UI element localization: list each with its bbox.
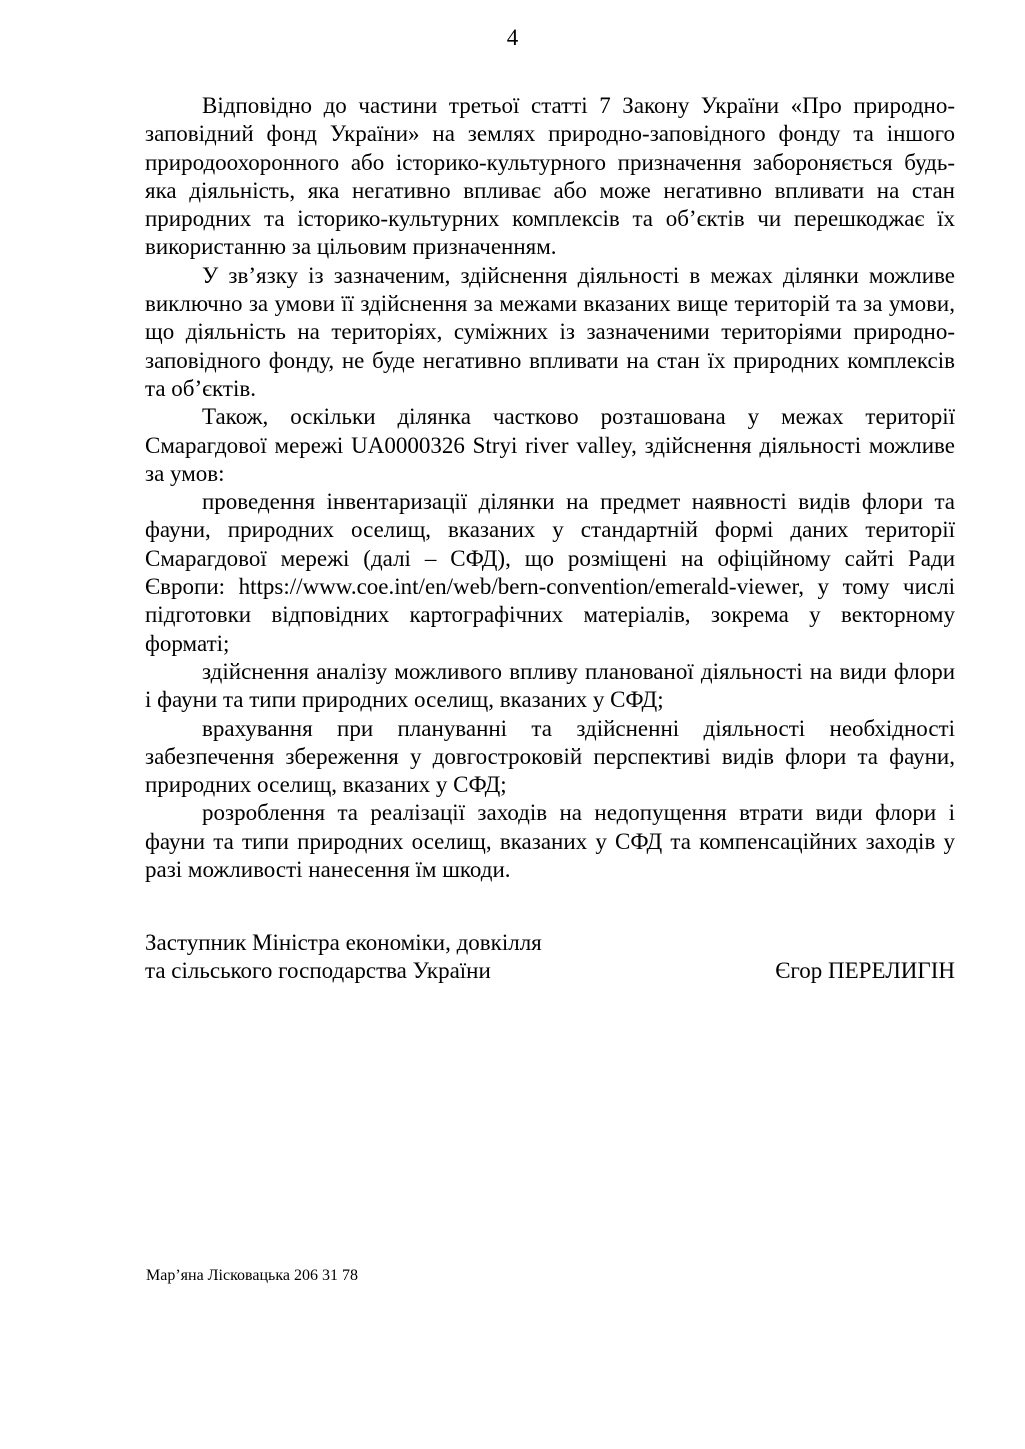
signatory-position-line-2: та сільського господарства України	[145, 958, 491, 984]
signatory-name: Єгор ПЕРЕЛИГІН	[775, 958, 955, 984]
page-number: 4	[506, 25, 519, 50]
paragraph-activity-conditions: У зв’язку із зазначеним, здійснення діяльності в межах ділянки можливе виключно за умови її здійснення за межами вказаних вище територій та за умови, що діяльність на територіях, суміжних із зазначеними територіями природно-заповідного фонду, не буде негативно впливати на стан їх природних комплексів та об’єктів.	[145, 262, 955, 401]
paragraph-emerald-network: Також, оскільки ділянка частково розташована у межах території Смарагдової мережі UA0000326 Stryi river valley, здійснення діяльності можливе за умов:	[145, 404, 955, 486]
executor-contact: Мар’яна Лісковацька 206 31 78	[146, 1267, 358, 1284]
document-body	[145, 92, 955, 884]
paragraph-condition-analysis: здійснення аналізу можливого впливу планованої діяльності на види флори і фауни та типи природних оселищ, вказаних у СФД;	[145, 658, 955, 713]
paragraph-condition-measures: розроблення та реалізації заходів на недопущення втрати види флори і фауни та типи природних оселищ, вказаних у СФД та компенсаційних заходів у разі можливості нанесення їм шкоди.	[145, 800, 955, 883]
signature-block	[145, 929, 955, 986]
signatory-position-line-1: Заступник Міністра економіки, довкілля	[145, 930, 542, 955]
paragraph-law-reference: Відповідно до частини третьої статті 7 Закону України «Про природно-заповідний фонд України» на землях природно-заповідного фонду та іншого природоохоронного або історико-культурного призначення забороняється будь-яка діяльність, яка негативно впливає або може негативно впливати на стан природних та історико-культурних комплексів та об’єктів чи перешкоджає їх використанню за цільовим призначенням.	[145, 93, 955, 260]
signatory-position	[145, 929, 542, 986]
paragraph-condition-planning: врахування при плануванні та здійсненні діяльності необхідності забезпечення збереження у довгостроковій перспективі видів флори та фауни, природних оселищ, вказаних у СФД;	[145, 715, 955, 798]
paragraph-condition-inventory: проведення інвентаризації ділянки на предмет наявності видів флори та фауни, природних оселищ, вказаних у стандартній формі даних території Смарагдової мережі (далі – СФД), що розміщені на офіційному сайті Ради Європи: https://www.coe.int/en/web/bern-convention/emerald-viewer, у тому числі підготовки відповідних картографічних матеріалів, зокрема у векторному форматі;	[145, 489, 955, 656]
